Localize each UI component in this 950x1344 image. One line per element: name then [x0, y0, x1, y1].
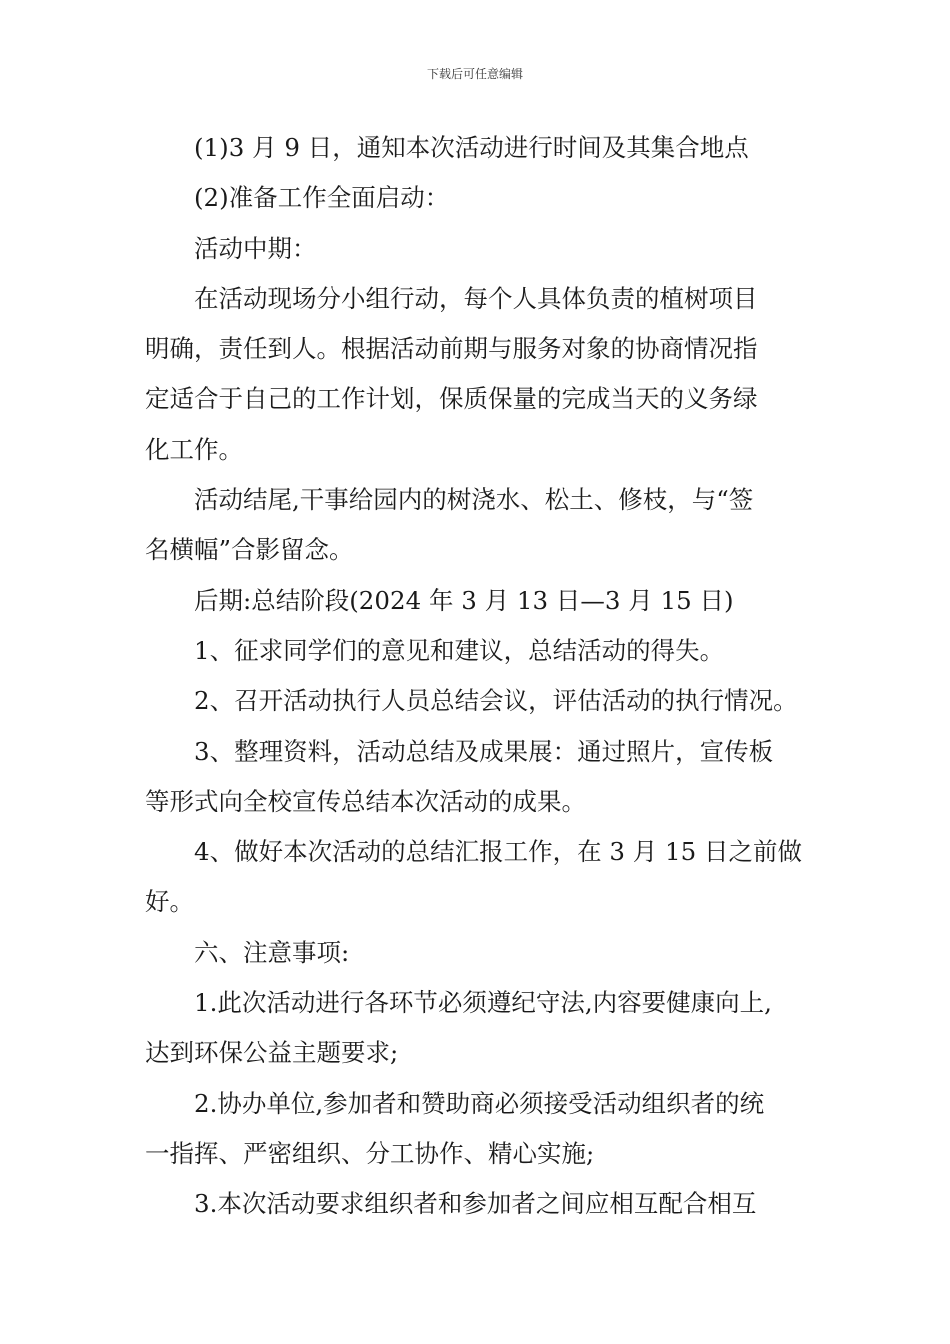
text-line: 3.本次活动要求组织者和参加者之间应相互配合相互	[194, 1189, 757, 1219]
paragraph-late-phase	[145, 576, 820, 626]
paragraph-note-3	[145, 1179, 820, 1229]
page-header: 下载后可任意编辑	[426, 67, 523, 81]
paragraph-mid-phase	[145, 224, 820, 274]
text-line: 一指挥、严密组织、分工协作、精心实施;	[145, 1138, 595, 1168]
text-line: 2.协办单位,参加者和赞助商必须接受活动组织者的统	[194, 1088, 765, 1118]
paragraph-note-1	[145, 978, 820, 1079]
text-line: 活动中期：	[194, 233, 317, 263]
text-line: (1)3 月 9 日，通知本次活动进行时间及其集合地点	[194, 133, 749, 162]
paragraph-prepare	[145, 173, 820, 223]
document-body	[145, 123, 820, 1230]
text-line: (2)准备工作全面启动：	[194, 183, 450, 213]
text-line: 3、整理资料，活动总结及成果展：通过照片，宣传板	[194, 736, 774, 766]
paragraph-item-1	[145, 626, 820, 676]
paragraph-onsite	[145, 274, 820, 475]
paragraph-notify	[145, 123, 820, 173]
text-line: 达到环保公益主题要求;	[145, 1038, 399, 1068]
text-line: 等形式向全校宣传总结本次活动的成果。	[145, 786, 586, 816]
paragraph-item-2	[145, 676, 820, 726]
text-line: 后期:总结阶段(2024 年 3 月 13 日—3 月 15 日)	[194, 585, 734, 615]
text-line: 在活动现场分小组行动，每个人具体负责的植树项目	[194, 283, 758, 313]
text-line: 好。	[145, 887, 194, 917]
text-line: 活动结尾,干事给园内的树浇水、松土、修枝，与“签	[194, 485, 754, 515]
text-line: 1、征求同学们的意见和建议，总结活动的得失。	[194, 635, 725, 665]
text-line: 六、注意事项:	[194, 937, 350, 967]
paragraph-item-4	[145, 827, 820, 928]
text-line: 4、做好本次活动的总结汇报工作，在 3 月 15 日之前做	[194, 837, 802, 867]
text-line: 定适合于自己的工作计划，保质保量的完成当天的义务绿	[145, 384, 758, 414]
paragraph-item-3	[145, 727, 820, 828]
section-heading-notes	[145, 928, 820, 978]
text-line: 名横幅”合影留念。	[145, 535, 354, 565]
text-line: 1.此次活动进行各环节必须遵纪守法,内容要健康向上,	[194, 988, 772, 1018]
text-line: 2、召开活动执行人员总结会议，评估活动的执行情况。	[194, 686, 798, 716]
text-line: 明确，责任到人。根据活动前期与服务对象的协商情况指	[145, 334, 758, 364]
paragraph-ending	[145, 475, 820, 576]
text-line: 化工作。	[145, 434, 243, 464]
paragraph-note-2	[145, 1079, 820, 1180]
